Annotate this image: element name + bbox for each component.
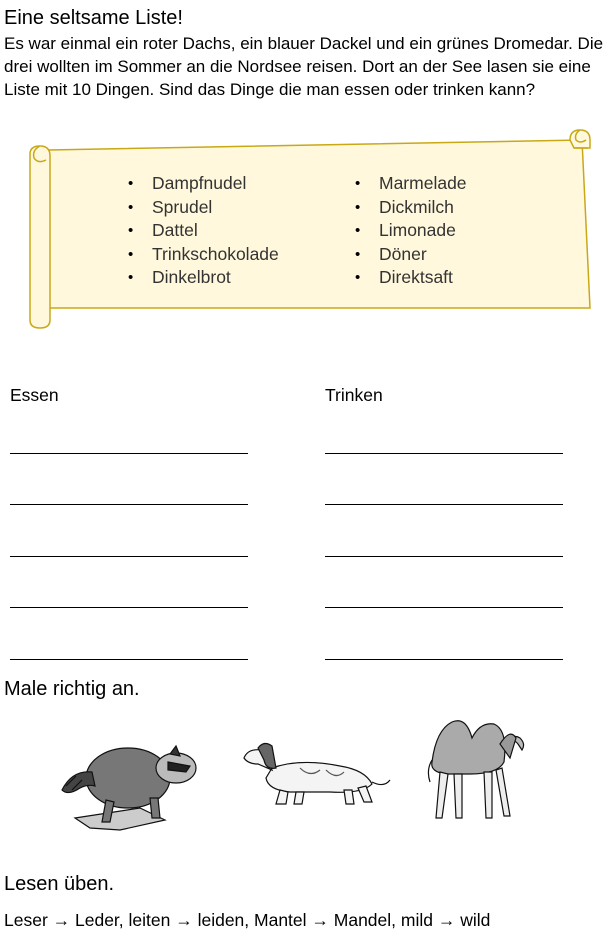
answer-line[interactable]: [325, 608, 563, 660]
reading-text: Leser → Leder, leiten → leiden, Mantel → Mandel, mild → wild: [4, 910, 491, 930]
list-item: • Döner: [355, 243, 467, 267]
list-item: • Limonade: [355, 219, 467, 243]
paint-instruction: Male richtig an.: [4, 678, 140, 700]
list-item: • Trinkschokolade: [128, 243, 279, 267]
answer-line[interactable]: [325, 402, 563, 454]
drink-answer-lines[interactable]: [325, 402, 563, 660]
list-left: [128, 172, 279, 290]
drink-column-heading: Trinken: [325, 385, 383, 405]
dachshund-icon: [244, 743, 390, 804]
answer-line[interactable]: [10, 402, 248, 454]
raccoon-icon: [62, 746, 196, 830]
list-item: • Dampfnudel: [128, 172, 279, 196]
answer-line[interactable]: [325, 454, 563, 506]
list-item: • Dattel: [128, 219, 279, 243]
list-item: • Direktsaft: [355, 266, 467, 290]
reading-title: Lesen üben.: [4, 873, 115, 895]
answer-line[interactable]: [10, 505, 248, 557]
camel-icon: [428, 721, 523, 818]
list-right: [355, 172, 467, 290]
answer-line[interactable]: [325, 557, 563, 609]
list-item: • Marmelade: [355, 172, 467, 196]
answer-line[interactable]: [10, 608, 248, 660]
list-item: • Sprudel: [128, 196, 279, 220]
answer-line[interactable]: [10, 454, 248, 506]
intro-text: Es war einmal ein roter Dachs, ein blauer Dackel und ein grünes Dromedar. Die drei wollten im Sommer an die Nordsee reisen. Dort an der See lasen sie eine Liste mit 10 Dingen. Sind das Dinge die man essen oder trinken kann?: [4, 34, 604, 99]
food-column-heading: Essen: [10, 385, 59, 405]
answer-line[interactable]: [10, 557, 248, 609]
list-item: • Dinkelbrot: [128, 266, 279, 290]
page-title: Eine seltsame Liste!: [4, 7, 183, 29]
food-answer-lines[interactable]: [10, 402, 248, 660]
scroll-banner: [0, 126, 608, 332]
list-item: • Dickmilch: [355, 196, 467, 220]
animal-illustrations: [0, 700, 608, 840]
answer-line[interactable]: [325, 505, 563, 557]
